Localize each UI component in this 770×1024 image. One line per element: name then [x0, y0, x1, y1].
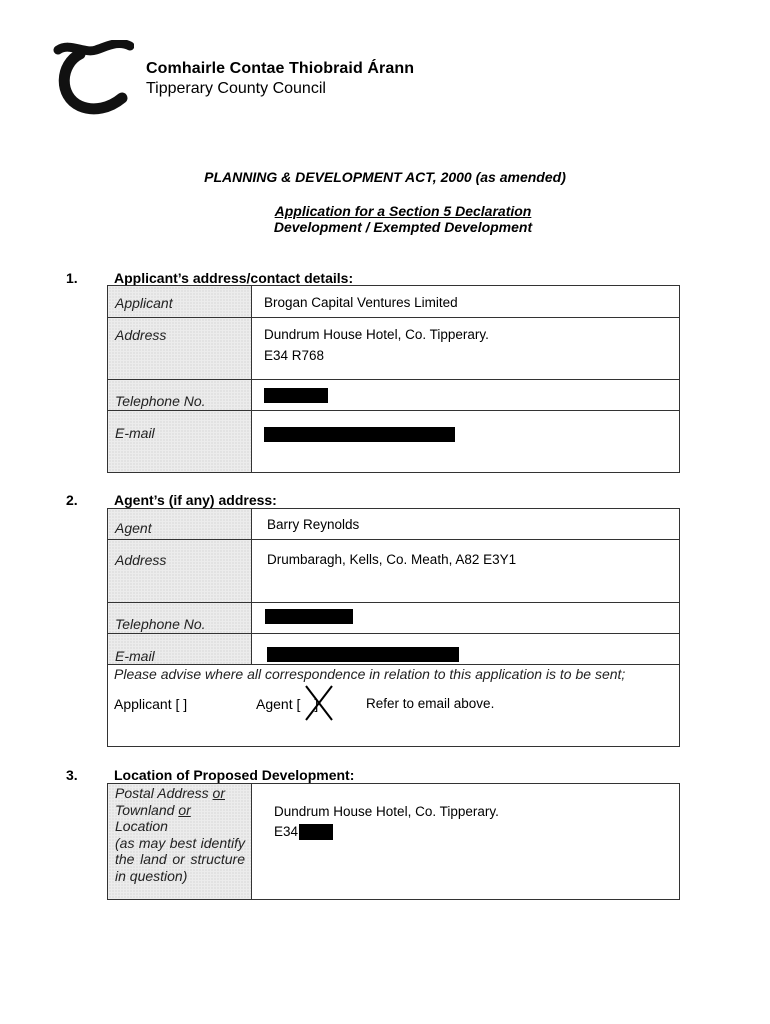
agent-telephone-label: Telephone No. — [115, 616, 206, 632]
agent-row — [108, 509, 680, 540]
agent-value[interactable]: Barry Reynolds — [267, 517, 360, 532]
agent-selected-x-mark-icon — [303, 684, 335, 722]
applicant-address-row — [108, 318, 680, 380]
applicant-email-redaction — [264, 427, 455, 442]
refer-email-note: Refer to email above. — [366, 696, 495, 711]
location-value-line-2[interactable]: E34 — [252, 822, 679, 840]
section-2-title: Agent’s (if any) address: — [114, 492, 277, 508]
section-3-number: 3. — [66, 767, 78, 783]
correspondence-row — [108, 665, 680, 747]
location-table — [107, 783, 680, 900]
section-1-number: 1. — [66, 270, 78, 286]
applicant-row — [108, 286, 680, 318]
location-eircode-redaction — [299, 824, 333, 840]
agent-address-label: Address — [115, 552, 167, 568]
section-1-title: Applicant’s address/contact details: — [114, 270, 354, 286]
agent-address-row — [108, 540, 680, 603]
agent-email-row — [108, 634, 680, 665]
agent-telephone-redaction — [265, 609, 353, 624]
location-row — [108, 784, 680, 900]
act-title: PLANNING & DEVELOPMENT ACT, 2000 (as amended) — [204, 169, 566, 185]
applicant-details-table — [107, 285, 680, 473]
agent-address-value[interactable]: Drumbaragh, Kells, Co. Meath, A82 E3Y1 — [267, 552, 517, 567]
agent-email-redaction — [267, 647, 459, 662]
council-logo-icon — [50, 40, 134, 116]
application-subtitle: Development / Exempted Development — [273, 219, 533, 235]
applicant-address-line-1[interactable]: Dundrum House Hotel, Co. Tipperary. — [264, 327, 489, 342]
section-2-number: 2. — [66, 492, 78, 508]
agent-label: Agent — [115, 520, 152, 536]
applicant-address-line-2[interactable]: E34 R768 — [264, 348, 325, 363]
applicant-email-label: E-mail — [115, 425, 155, 441]
applicant-value[interactable]: Brogan Capital Ventures Limited — [264, 295, 458, 310]
applicant-label: Applicant — [115, 295, 173, 311]
option-applicant-checkbox[interactable]: Applicant [ ] — [114, 696, 188, 712]
agent-email-label: E-mail — [115, 648, 155, 664]
applicant-email-row — [108, 411, 680, 473]
location-value-line-1[interactable]: Dundrum House Hotel, Co. Tipperary. — [274, 804, 499, 819]
application-title: Application for a Section 5 Declaration — [274, 203, 532, 219]
correspondence-note: Please advise where all correspondence in relation to this application is to be sent; — [114, 666, 626, 682]
org-name-english: Tipperary County Council — [146, 80, 326, 97]
org-name-irish: Comhairle Contae Thiobraid Árann — [146, 60, 415, 77]
agent-details-table — [107, 508, 680, 747]
correspondence-options — [108, 682, 679, 722]
option-agent-close: ] — [314, 696, 319, 712]
applicant-address-label: Address — [115, 327, 167, 343]
section-3-title: Location of Proposed Development: — [114, 767, 355, 783]
agent-telephone-row — [108, 603, 680, 634]
applicant-telephone-redaction — [264, 388, 328, 403]
location-label: Postal Address or Townland or Location (as may best identify the land or structure in question) — [115, 785, 245, 884]
option-agent-label: Agent [ — [256, 696, 301, 712]
applicant-telephone-row — [108, 380, 680, 411]
applicant-telephone-label: Telephone No. — [115, 393, 206, 409]
